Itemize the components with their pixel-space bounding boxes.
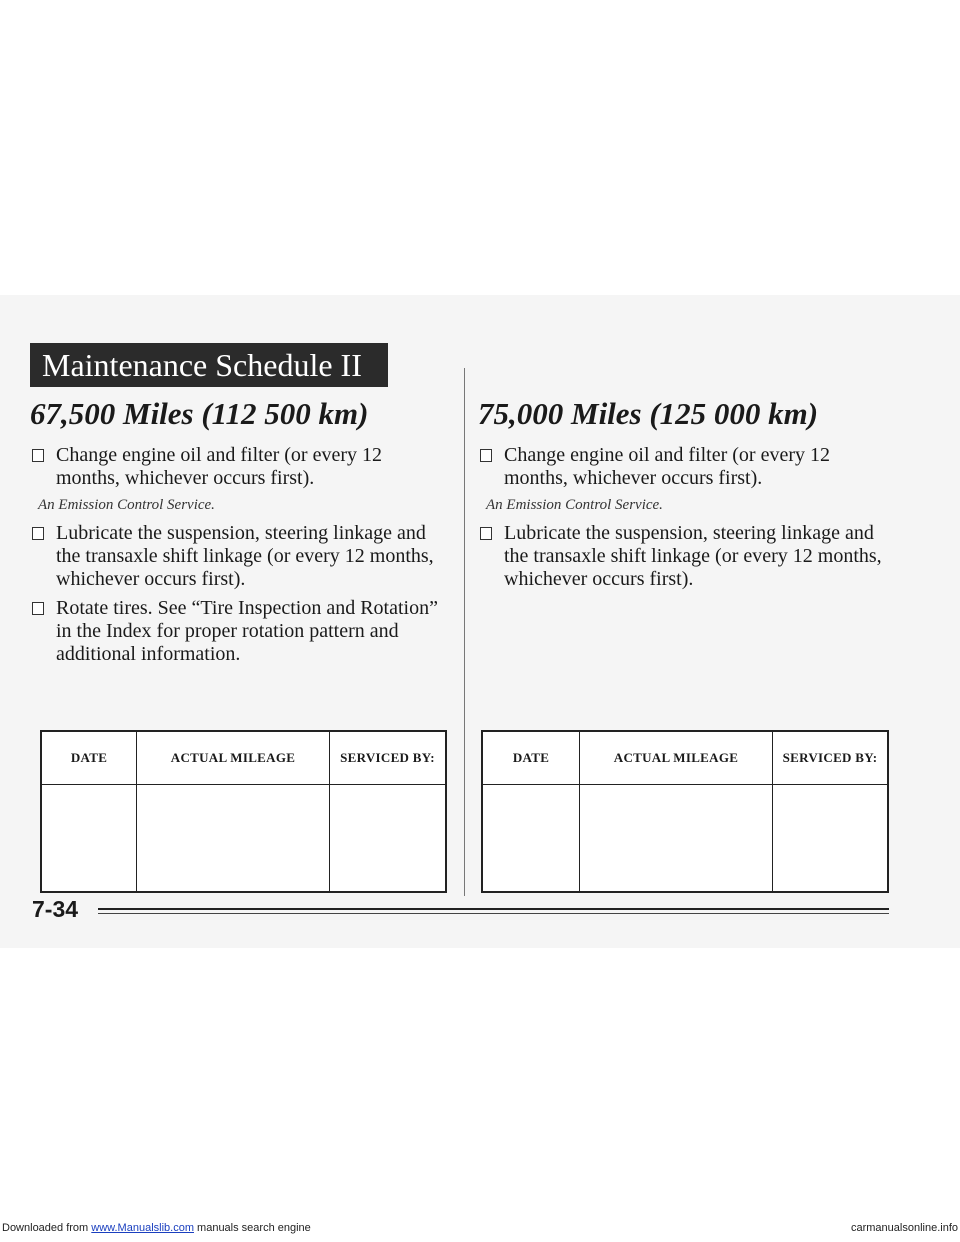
column-divider	[464, 368, 465, 896]
checkbox-icon	[32, 527, 44, 540]
footer-suffix: manuals search engine	[193, 1222, 311, 1234]
mileage-cell	[580, 785, 773, 893]
emission-note: An Emission Control Service.	[486, 497, 663, 513]
task-text: Change engine oil and filter (or every 12 months, whichever occurs first).	[56, 444, 382, 489]
footer-watermark: carmanualsonline.info	[850, 1222, 958, 1234]
emission-note: An Emission Control Service.	[38, 497, 215, 513]
footer-prefix: Downloaded from	[2, 1222, 92, 1234]
checkbox-icon	[32, 449, 44, 462]
service-record-table-right	[481, 730, 889, 893]
right-mileage-heading: 75,000 Miles (125 000 km)	[478, 396, 819, 431]
column-header-date: DATE	[482, 731, 580, 785]
footer-rule-thin	[98, 913, 889, 914]
left-mileage-heading: 67,500 Miles (112 500 km)	[30, 396, 369, 431]
task-item	[478, 444, 898, 490]
table-row	[41, 785, 446, 893]
task-item	[30, 444, 450, 490]
right-column	[478, 392, 898, 597]
serviced-by-cell	[773, 785, 889, 893]
task-item	[30, 597, 450, 666]
footer-source	[2, 1222, 311, 1234]
left-task-list	[30, 444, 450, 666]
column-header-actual-mileage: ACTUAL MILEAGE	[580, 731, 773, 785]
footer-rule	[98, 908, 889, 910]
column-header-serviced-by: SERVICED BY:	[773, 731, 889, 785]
column-header-serviced-by: SERVICED BY:	[330, 731, 447, 785]
manualslib-link[interactable]: www.Manualslib.com	[91, 1222, 194, 1234]
download-footer	[0, 1222, 960, 1236]
task-item	[478, 522, 898, 591]
serviced-by-cell	[330, 785, 447, 893]
page-number: 7-34	[32, 896, 79, 922]
table-row	[482, 785, 888, 893]
date-cell	[41, 785, 137, 893]
service-record-table-left	[40, 730, 447, 893]
checkbox-icon	[480, 527, 492, 540]
date-cell	[482, 785, 580, 893]
mileage-cell	[137, 785, 330, 893]
column-header-actual-mileage: ACTUAL MILEAGE	[137, 731, 330, 785]
column-header-date: DATE	[41, 731, 137, 785]
section-banner: Maintenance Schedule II	[30, 343, 388, 387]
task-text: Lubricate the suspension, steering linkage and the transaxle shift linkage (or every 12 months, whichever occurs first).	[56, 522, 434, 590]
checkbox-icon	[480, 449, 492, 462]
task-text: Lubricate the suspension, steering linkage and the transaxle shift linkage (or every 12 months, whichever occurs first).	[504, 522, 882, 590]
task-item	[30, 522, 450, 591]
task-text: Change engine oil and filter (or every 12 months, whichever occurs first).	[504, 444, 830, 489]
right-task-list	[478, 444, 898, 591]
checkbox-icon	[32, 602, 44, 615]
left-column	[30, 392, 450, 672]
task-text: Rotate tires. See “Tire Inspection and Rotation” in the Index for proper rotation pattern and additional information.	[56, 597, 438, 665]
